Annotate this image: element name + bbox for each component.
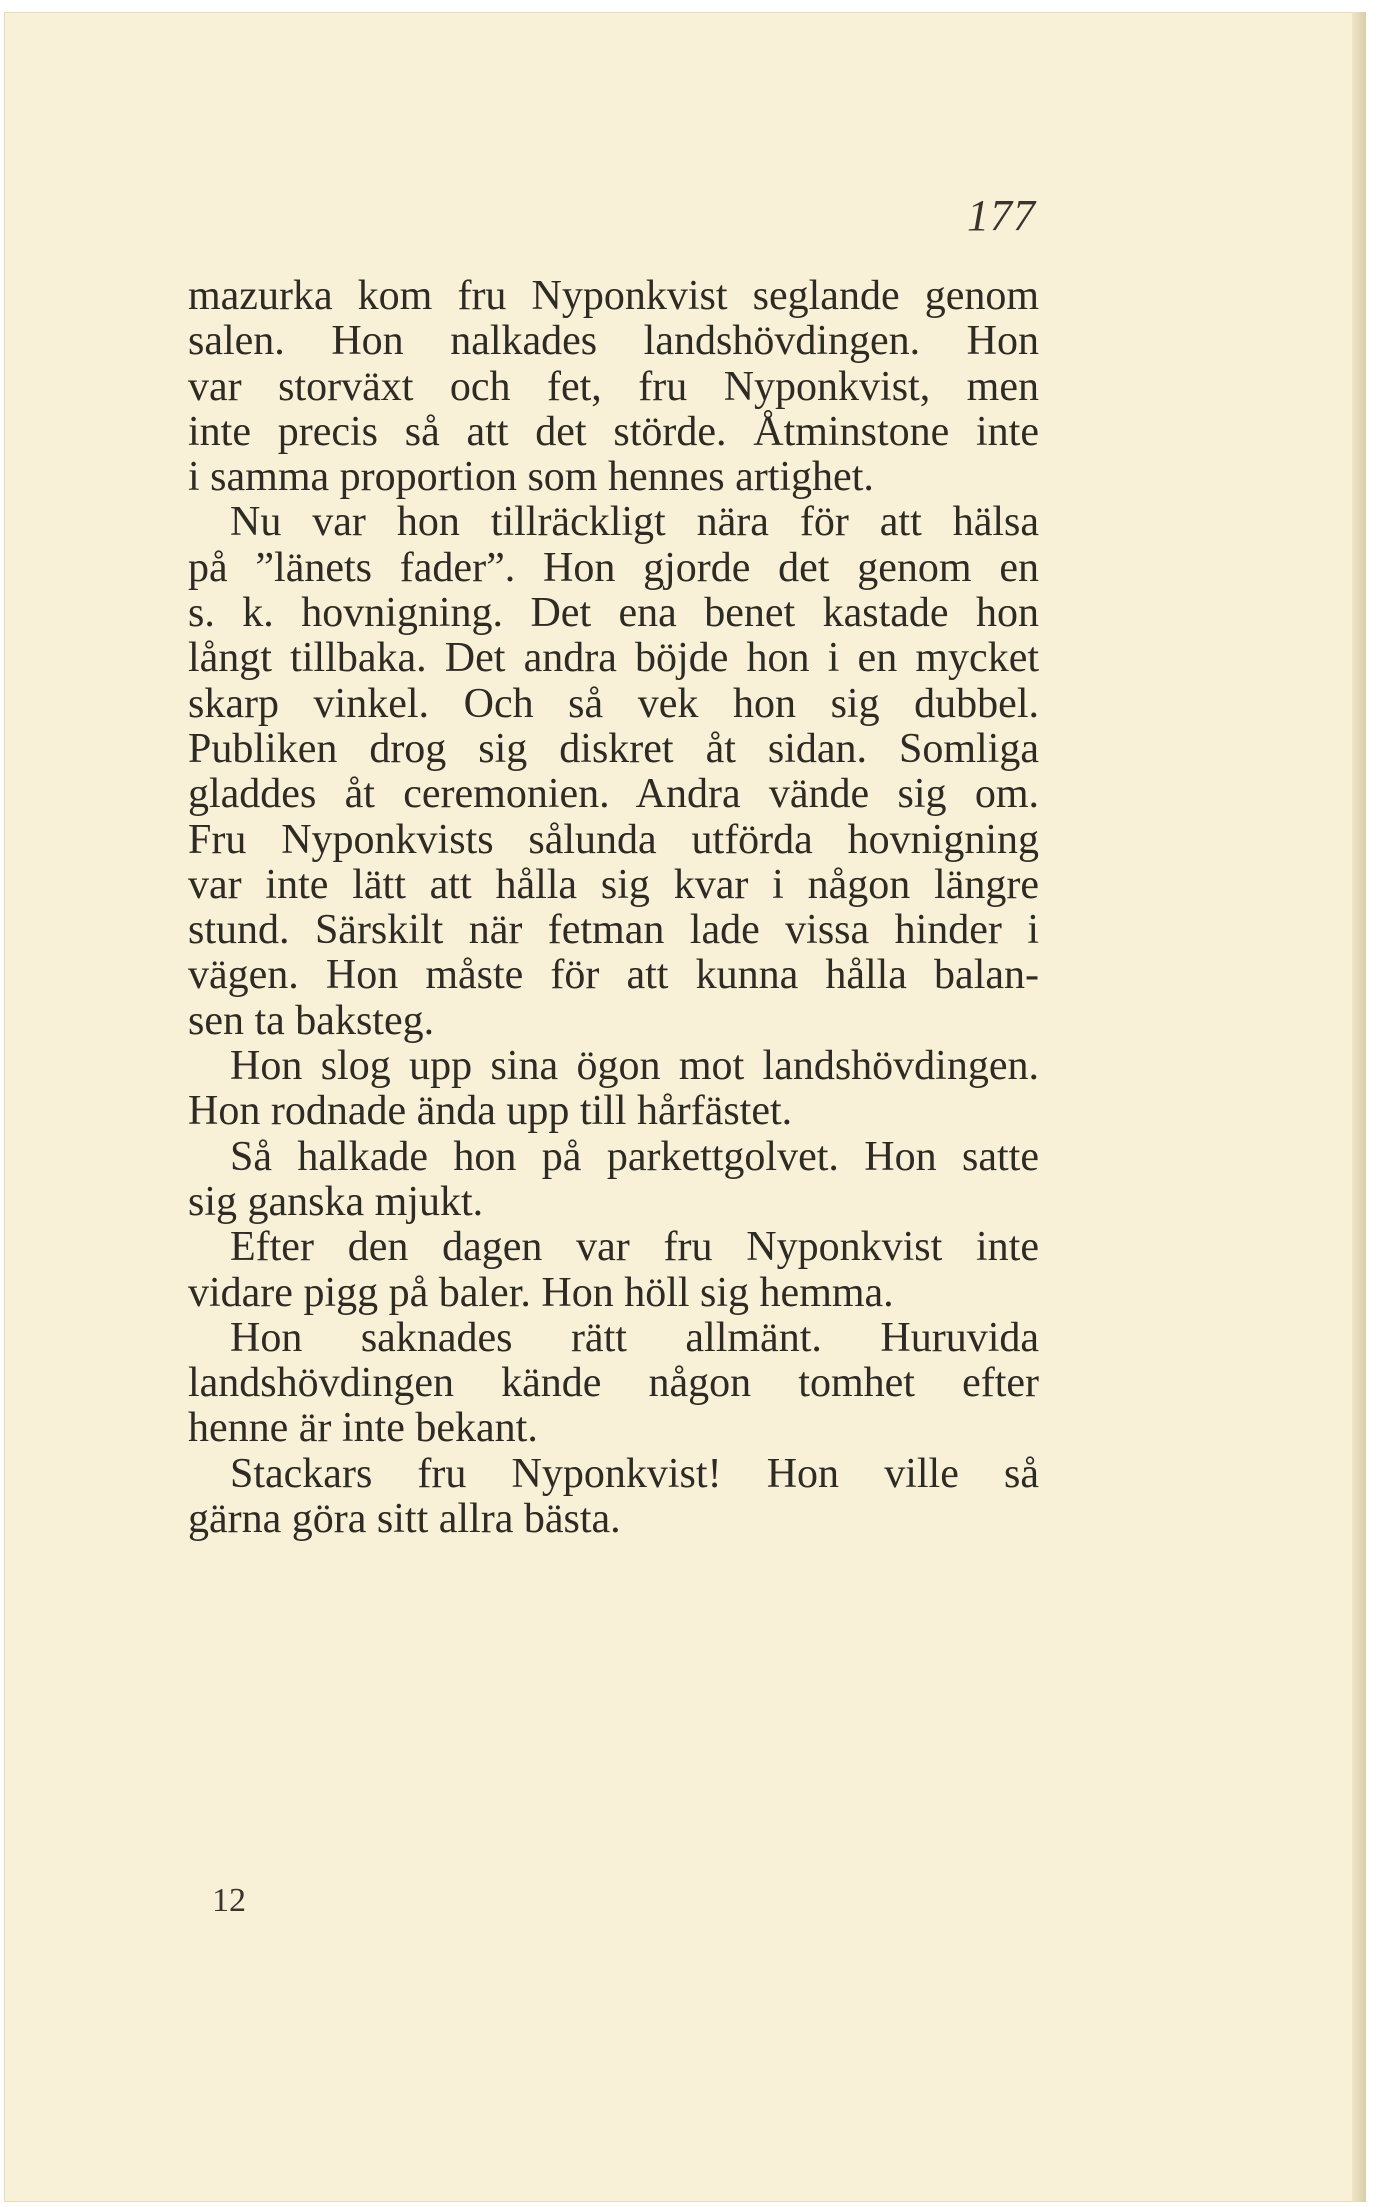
text-line: henne är inte bekant.: [188, 1405, 538, 1452]
text-line: salen. Hon nalkades landshövdingen. Hon: [188, 318, 1039, 365]
page-number: 177: [967, 191, 1036, 240]
text-line: gladdes åt ceremonien. Andra vände sig om.: [188, 771, 1039, 818]
signature-mark: 12: [212, 1882, 246, 1919]
page-edge: [1352, 12, 1366, 2202]
text-line: Hon rodnade ända upp till hårfästet.: [188, 1088, 793, 1135]
text-line: Fru Nyponkvists sålunda utförda hovnigning: [188, 816, 1039, 863]
text-line: Stackars fru Nyponkvist! Hon ville så: [230, 1450, 1039, 1497]
text-line: vidare pigg på baler. Hon höll sig hemma.: [188, 1269, 894, 1316]
text-line: vägen. Hon måste för att kunna hålla balan-: [188, 952, 1039, 999]
text-line: skarp vinkel. Och så vek hon sig dubbel.: [188, 680, 1039, 727]
text-line: stund. Särskilt när fetman lade vissa hinder i: [188, 907, 1039, 954]
text-line: Efter den dagen var fru Nyponkvist inte: [230, 1224, 1039, 1271]
text-line: Nu var hon tillräckligt nära för att hälsa: [230, 499, 1039, 546]
text-line: sen ta baksteg.: [188, 997, 435, 1044]
text-line: landshövdingen kände någon tomhet efter: [188, 1360, 1039, 1407]
text-line: gärna göra sitt allra bästa.: [188, 1496, 621, 1543]
text-line: s. k. hovnigning. Det ena benet kastade hon: [188, 590, 1039, 637]
text-line: i samma proportion som hennes artighet.: [188, 454, 874, 501]
text-line: Publiken drog sig diskret åt sidan. Somliga: [188, 725, 1039, 772]
text-line: Hon slog upp sina ögon mot landshövdingen.: [230, 1043, 1039, 1090]
text-line: på ”länets fader”. Hon gjorde det genom en: [188, 544, 1039, 591]
text-line: sig ganska mjukt.: [188, 1178, 484, 1225]
text-line: Så halkade hon på parkettgolvet. Hon satte: [230, 1133, 1039, 1180]
text-line: Hon saknades rätt allmänt. Huruvida: [230, 1314, 1039, 1361]
text-line: mazurka kom fru Nyponkvist seglande genom: [188, 273, 1039, 319]
book-page: [4, 12, 1366, 2202]
body-text: [188, 274, 1039, 1542]
text-line: inte precis så att det störde. Åtminstone inte: [188, 408, 1039, 455]
text-line: var inte lätt att hålla sig kvar i någon längre: [188, 861, 1039, 908]
text-line: långt tillbaka. Det andra böjde hon i en mycket: [188, 635, 1039, 682]
text-line: var storväxt och fet, fru Nyponkvist, men: [188, 363, 1039, 410]
